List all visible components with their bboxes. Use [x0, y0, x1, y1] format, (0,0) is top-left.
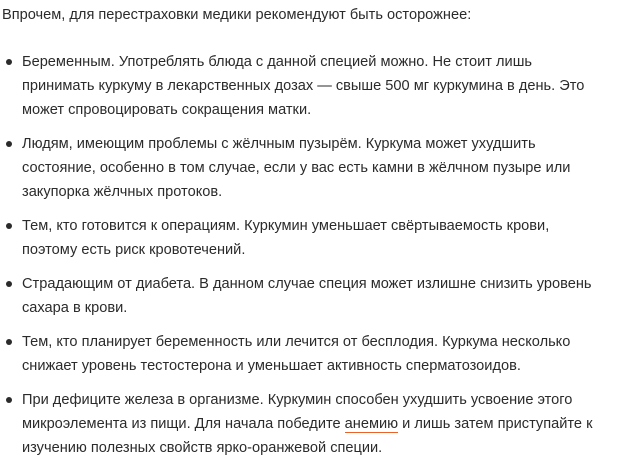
list-item-text-line: Беременным. Употреблять блюда с данной специей можно. Не стоит лишь	[22, 54, 533, 70]
list-item-surgery	[2, 214, 627, 262]
list-item-text-line: При дефиците железа в организме. Куркумин способен ухудшить усвоение этого	[22, 392, 573, 408]
list-item-text-segment: микроэлемента из пищи. Для начала победите	[22, 416, 345, 432]
list-item-text-line	[22, 412, 627, 436]
list-item-text-line: может спровоцировать сокращения матки.	[22, 102, 312, 118]
list-item-text-line: Тем, кто готовится к операциям. Куркумин уменьшает свёртываемость крови,	[22, 218, 550, 234]
list-item-text-line: Страдающим от диабета. В данном случае специя может излишне снизить уровень	[22, 276, 592, 292]
intro-paragraph: Впрочем, для перестраховки медики рекомендуют быть осторожнее:	[2, 7, 472, 23]
list-item-text-line: состояние, особенно в том случае, если у вас есть камни в жёлчном пузыре или	[22, 160, 571, 176]
list-item-iron-deficiency	[2, 388, 627, 460]
list-item-text-line: изучению полезных свойств ярко-оранжевой специи.	[22, 440, 383, 456]
list-item-gallbladder	[2, 132, 627, 204]
list-item-pregnancy-planning	[2, 330, 627, 378]
list-item-text-segment: и лишь затем приступайте к	[398, 416, 593, 432]
anemia-link[interactable]: анемию	[344, 416, 399, 432]
precautions-list	[2, 50, 627, 460]
list-item-text-line: снижает уровень тестостерона и уменьшает активность сперматозоидов.	[22, 358, 521, 374]
list-item-pregnant	[2, 50, 627, 122]
list-item-text-line: сахара в крови.	[22, 300, 128, 316]
list-item-text-line: Тем, кто планирует беременность или лечится от бесплодия. Куркума несколько	[22, 334, 571, 350]
list-item-text-line: закупорка жёлчных протоков.	[22, 184, 223, 200]
list-item-text-line: Людям, имеющим проблемы с жёлчным пузырём. Куркума может ухудшить	[22, 136, 536, 152]
list-item-text-line: принимать куркуму в лекарственных дозах — свыше 500 мг куркумина в день. Это	[22, 78, 585, 94]
list-item-diabetes	[2, 272, 627, 320]
list-item-text-line: поэтому есть риск кровотечений.	[22, 242, 246, 258]
